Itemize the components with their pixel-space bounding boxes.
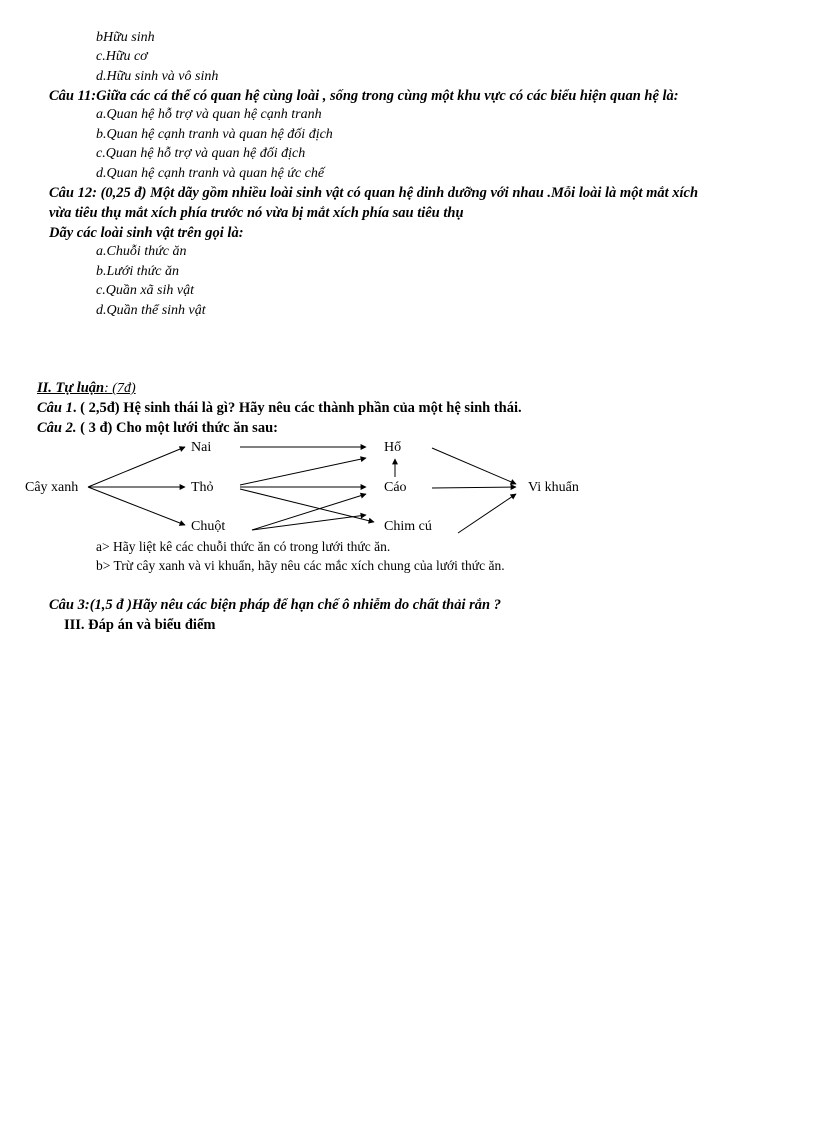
- node-chim-cu: Chim cú: [384, 519, 432, 534]
- essay-question-3: Câu 3:(1,5 đ )Hãy nêu các biện pháp để hạn chế ô nhiễm do chất thải rắn ?: [49, 597, 501, 613]
- q11-option-c: c.Quan hệ hỗ trợ và quan hệ đối địch: [96, 146, 306, 161]
- prev-option-c: c.Hữu cơ: [96, 49, 148, 64]
- arrow-chuot-chimcu: [252, 515, 366, 530]
- question-12-line2: vừa tiêu thụ mắt xích phía trước nó vừa bị mắt xích phía sau tiêu thụ: [49, 205, 464, 221]
- prev-option-d: d.Hữu sinh và vô sinh: [96, 69, 219, 84]
- question-11: Câu 11:Giữa các cá thể có quan hệ cùng loài , sống trong cùng một khu vực có các biểu hiện quan hệ là:: [49, 88, 679, 104]
- section-2-points: : (7đ): [104, 381, 136, 396]
- node-tho: Thỏ: [191, 480, 214, 495]
- essay-q1-label: Câu 1: [37, 400, 73, 416]
- question-12-line3: Dãy các loài sinh vật trên gọi là:: [49, 225, 244, 241]
- section-3-heading: III. Đáp án và biểu điểm: [64, 617, 216, 633]
- q11-option-a: a.Quan hệ hỗ trợ và quan hệ cạnh tranh: [96, 107, 322, 122]
- section-2-title: II. Tự luận: [37, 380, 105, 396]
- arrow-ho-vikhuan: [432, 448, 516, 484]
- q11-option-d: d.Quan hệ cạnh tranh và quan hệ ức chế: [96, 166, 325, 181]
- node-nai: Nai: [191, 440, 212, 455]
- q12-option-a: a.Chuỗi thức ăn: [96, 244, 187, 259]
- q11-option-b: b.Quan hệ cạnh tranh và quan hệ đối địch: [96, 127, 333, 142]
- arrow-tho-ho: [240, 458, 366, 485]
- node-chuot: Chuột: [191, 519, 226, 534]
- essay-q2-part-a: a> Hãy liệt kê các chuỗi thức ăn có trong lưới thức ăn.: [96, 539, 391, 554]
- arrow-cayxanh-nai: [88, 447, 185, 487]
- arrow-chuot-cao: [252, 494, 366, 530]
- arrow-cayxanh-chuot: [88, 487, 185, 525]
- q12-option-d: d.Quần thể sinh vật: [96, 303, 206, 318]
- q12-option-c: c.Quần xã sih vật: [96, 283, 194, 298]
- node-cay-xanh: Cây xanh: [25, 480, 79, 495]
- node-cao: Cáo: [384, 480, 407, 495]
- q12-option-b: b.Lưới thức ăn: [96, 264, 180, 279]
- node-vi-khuan: Vi khuẩn: [528, 480, 579, 495]
- node-ho: Hổ: [384, 440, 402, 455]
- arrow-cao-vikhuan: [432, 487, 516, 488]
- question-12-line1: Câu 12: (0,25 đ) Một dãy gồm nhiều loài sinh vật có quan hệ dinh dưỡng với nhau .Mỗi loài là một mắt xích: [49, 185, 699, 201]
- prev-option-b: bHữu sinh: [96, 30, 155, 45]
- essay-q2-part-b: b> Trừ cây xanh và vi khuẩn, hãy nêu các mắc xích chung của lưới thức ăn.: [96, 558, 505, 573]
- essay-q2-text: ( 3 đ) Cho một lưới thức ăn sau:: [76, 420, 278, 436]
- arrow-chimcu-vikhuan: [458, 494, 516, 533]
- essay-q1-text: . ( 2,5đ) Hệ sinh thái là gì? Hãy nêu các thành phần của một hệ sinh thái.: [72, 400, 522, 416]
- essay-q2-label: Câu 2.: [37, 420, 77, 436]
